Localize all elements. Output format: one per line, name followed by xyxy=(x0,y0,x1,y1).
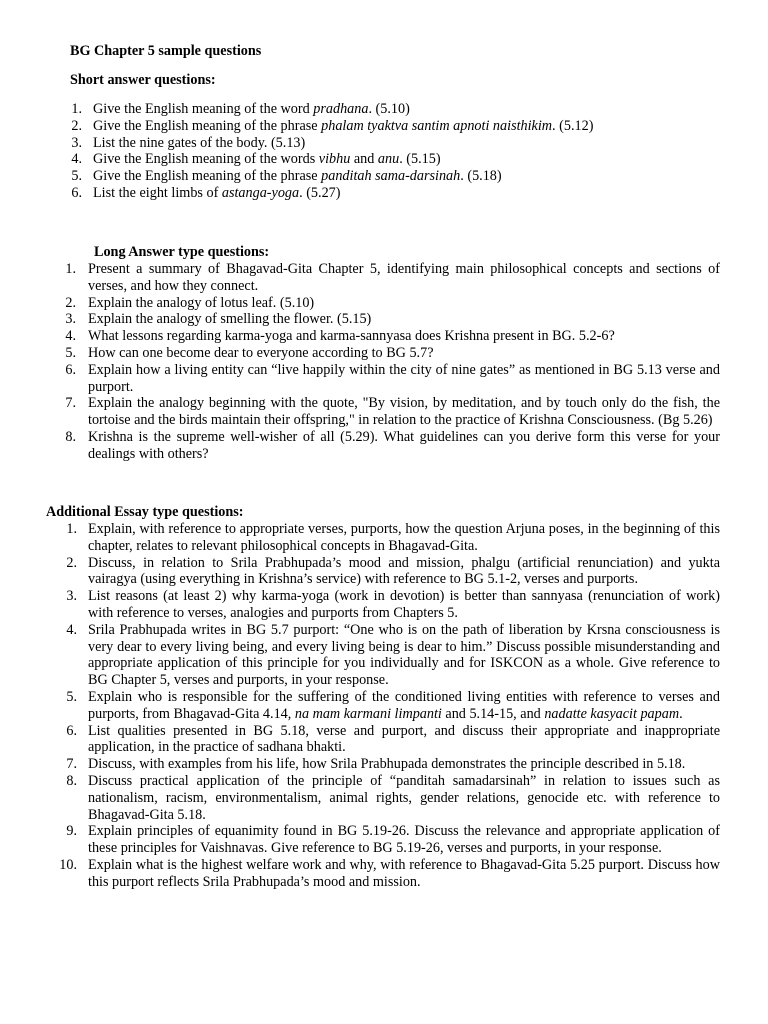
item-text: and xyxy=(350,151,378,168)
essay-item xyxy=(59,823,720,857)
long-answer-item xyxy=(66,261,720,295)
essay-item xyxy=(59,622,720,689)
item-number: 3. xyxy=(66,588,77,605)
item-text: Explain the analogy of smelling the flower. (5.15) xyxy=(88,311,372,328)
item-text: . (5.18) xyxy=(460,168,502,185)
long-answer-list xyxy=(66,261,720,463)
item-number: 4. xyxy=(66,621,77,638)
item-text: Explain the analogy of lotus leaf. (5.10) xyxy=(88,294,315,311)
item-text: Give the English meaning of the words xyxy=(93,151,319,168)
essay-item xyxy=(59,521,720,555)
item-text: What lessons regarding karma-yoga and karma-sannyasa does Krishna present in BG. 5.2-6? xyxy=(88,328,615,345)
item-text: . (5.27) xyxy=(299,184,341,201)
italic-term: pradhana xyxy=(313,101,369,117)
essay-item xyxy=(59,773,720,823)
item-text: . xyxy=(679,705,683,722)
italic-term: astanga-yoga xyxy=(221,184,300,201)
essay-item xyxy=(59,588,720,622)
essay-item xyxy=(59,756,720,773)
long-answer-item xyxy=(66,311,720,328)
essay-item xyxy=(59,723,720,757)
short-answer-item xyxy=(70,151,690,168)
item-text: Give the English meaning of the phrase xyxy=(93,168,322,185)
item-number: 3. xyxy=(71,134,82,151)
item-number: 4. xyxy=(65,328,76,345)
item-text: Explain how a living entity can “live happily within the city of nine gates” as mentioned in BG 5.13 verse and purport. xyxy=(88,361,720,395)
long-answer-item xyxy=(66,328,720,345)
item-text: . (5.12) xyxy=(552,117,594,134)
item-text: How can one become dear to everyone according to BG 5.7? xyxy=(88,344,434,361)
item-text: Give the English meaning of the phrase xyxy=(93,117,322,134)
item-number: 4. xyxy=(71,151,82,168)
item-number: 6. xyxy=(66,722,77,739)
item-text: . (5.10) xyxy=(368,101,410,117)
item-number: 9. xyxy=(66,823,77,840)
item-number: 1. xyxy=(65,261,76,277)
short-answer-item xyxy=(70,168,690,185)
item-text: Explain what is the highest welfare work and why, with reference to Bhagavad-Gita 5.25 purport. Discuss how this purport reflects Srila Prabhupada’s mood and mission. xyxy=(88,856,720,890)
italic-term: vibhu xyxy=(318,151,351,168)
italic-term: nadatte kasyacit papam xyxy=(544,705,680,722)
short-answer-item xyxy=(70,101,690,118)
essay-heading: Additional Essay type questions: xyxy=(46,504,244,520)
item-text: Explain, with reference to appropriate verses, purports, how the question Arjuna poses, in the beginning of this chapter, relates to relevant philosophical concepts in Bhagavad-Gita. xyxy=(88,521,720,554)
essay-item xyxy=(59,857,720,891)
item-text: and 5.14-15, and xyxy=(441,705,545,722)
long-answer-item xyxy=(66,295,720,312)
item-number: 5. xyxy=(66,688,77,705)
essay-item xyxy=(59,689,720,723)
italic-term: anu xyxy=(377,151,400,168)
item-text: Discuss practical application of the principle of “panditah samadarsinah” in relation to issues such as nationalism, racism, environmentalism, animal rights, gender relations, genocide etc. with reference to Bhagavad-Gita 5.18. xyxy=(88,772,720,823)
short-answer-item xyxy=(70,185,690,202)
item-text: Present a summary of Bhagavad-Gita Chapter 5, identifying main philosophical concepts and sections of verses, and how they connect. xyxy=(88,261,720,294)
item-text: Explain principles of equanimity found in BG 5.19-26. Discuss the relevance and appropriate application of these principles for Vaishnavas. Give reference to BG 5.19-26, verses and purports, in your response. xyxy=(88,823,720,857)
item-text: Discuss, with examples from his life, how Srila Prabhupada demonstrates the principle described in 5.18. xyxy=(88,756,686,773)
item-number: 7. xyxy=(65,395,76,412)
long-answer-item xyxy=(66,429,720,463)
long-answer-item xyxy=(66,345,720,362)
item-number: 1. xyxy=(71,101,82,117)
item-number: 7. xyxy=(66,756,77,773)
item-number: 8. xyxy=(65,428,76,445)
item-text: . (5.15) xyxy=(399,151,441,168)
item-text: List the eight limbs of xyxy=(93,184,222,201)
item-number: 2. xyxy=(65,294,76,311)
italic-term: na mam karmani limpanti xyxy=(294,705,442,722)
item-number: 8. xyxy=(66,772,77,789)
item-text: Explain who is responsible for the suffering of the conditioned living entities with reference to verses and purports, from Bhagavad-Gita 4.14, xyxy=(88,688,720,722)
item-text: Srila Prabhupada writes in BG 5.7 purport: “One who is on the path of liberation by Krsna consciousness is very dear to every living being, and every living being is dear to him.” Discuss possible misunderstanding and appropriate application of this principle for you individually and for ISKCON as a whole. Give reference to BG Chapter 5, verses and purports, in your response. xyxy=(88,621,720,689)
item-text: List reasons (at least 2) why karma-yoga (work in devotion) is better than sannyasa (renunciation of work) with reference to verses, analogies and purports from Chapters 5. xyxy=(88,588,720,621)
short-answer-item xyxy=(70,118,690,135)
short-answer-item xyxy=(70,135,690,152)
item-number: 6. xyxy=(65,361,76,378)
item-text: List qualities presented in BG 5.18, verse and purport, and discuss their appropriate and inappropriate application, in the practice of sadhana bhakti. xyxy=(88,722,720,756)
essay-item xyxy=(59,555,720,589)
essay-list xyxy=(59,521,720,891)
short-answer-list xyxy=(70,101,690,202)
item-text: Discuss, in relation to Srila Prabhupada’s mood and mission, phalgu (artificial renunciation) and yukta vairagya (using everything in Krishna’s service) with reference to BG 5.1-2, verses and purports. xyxy=(88,554,720,588)
item-number: 3. xyxy=(65,311,76,328)
item-text: Krishna is the supreme well-wisher of all (5.29). What guidelines can you derive form this verse for your dealings with others? xyxy=(88,428,720,462)
italic-term: phalam tyaktva santim apnoti naisthikim xyxy=(321,117,553,134)
item-text: List the nine gates of the body. (5.13) xyxy=(93,134,306,151)
item-number: 10. xyxy=(59,856,77,873)
long-answer-heading: Long Answer type questions: xyxy=(94,244,270,260)
item-number: 6. xyxy=(71,184,82,201)
page-title: BG Chapter 5 sample questions xyxy=(70,43,262,59)
item-number: 1. xyxy=(66,521,77,537)
item-number: 2. xyxy=(71,117,82,134)
item-number: 5. xyxy=(65,344,76,361)
short-answer-heading: Short answer questions: xyxy=(70,72,216,88)
item-number: 2. xyxy=(66,554,77,571)
item-text: Give the English meaning of the word xyxy=(93,101,314,117)
long-answer-item xyxy=(66,395,720,429)
item-number: 5. xyxy=(71,168,82,185)
item-text: Explain the analogy beginning with the quote, "By vision, by meditation, and by touch only do the fish, the tortoise and the birds maintain their offspring," in relation to the practice of Krishna Consciousness. (Bg 5.26) xyxy=(88,395,720,429)
italic-term: panditah sama-darsinah xyxy=(321,168,461,185)
long-answer-item xyxy=(66,362,720,396)
